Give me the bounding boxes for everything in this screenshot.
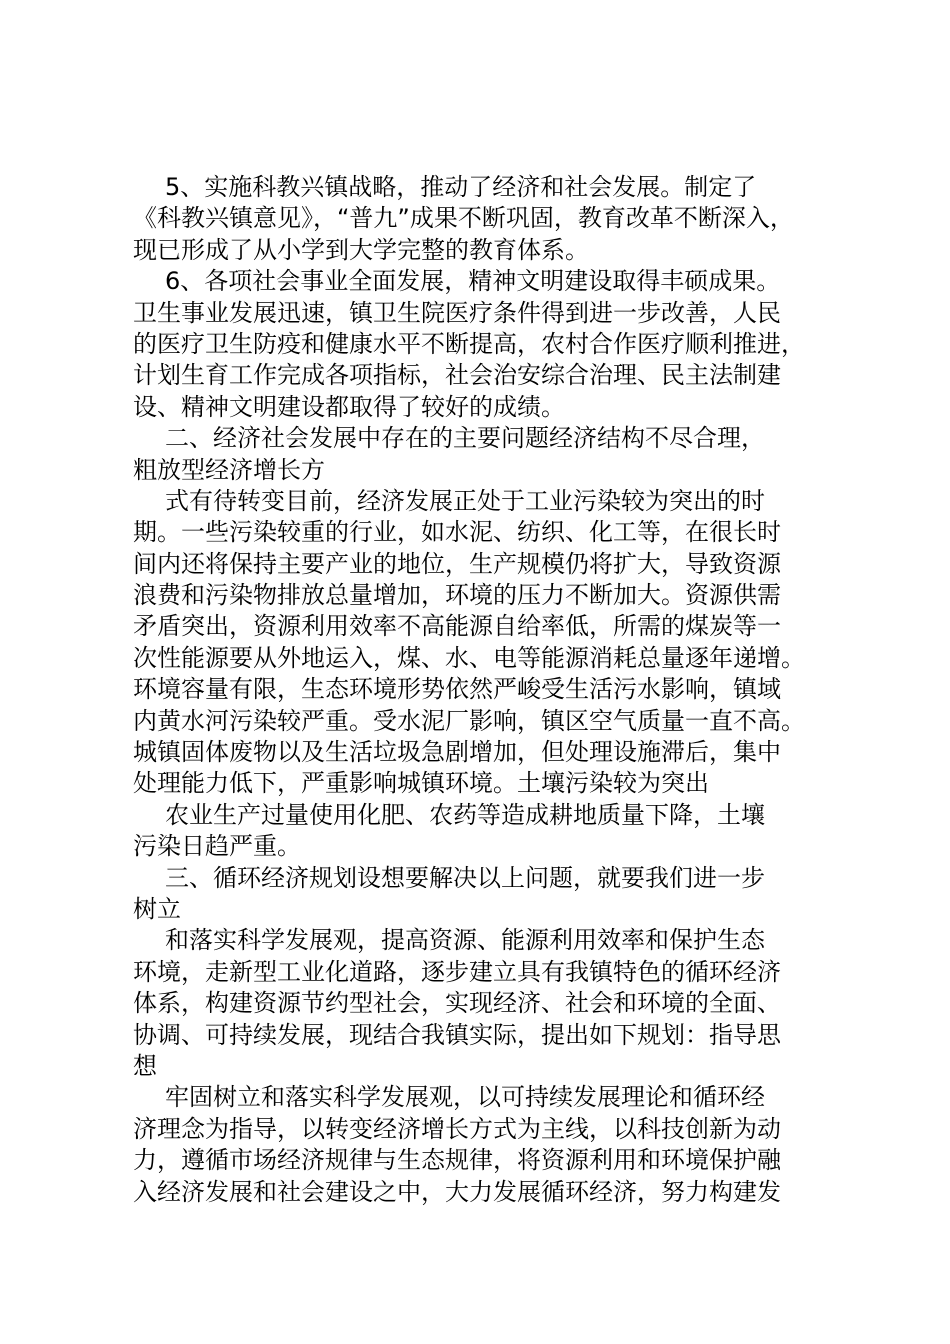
- text-line: 农业生产过量使用化肥、农药等造成耕地质量下降，土壤: [165, 800, 765, 829]
- text-line: 处理能力低下，严重影响城镇环境。土壤污染较为突出: [133, 769, 709, 798]
- text-line: 污染日趋严重。: [133, 832, 301, 861]
- text-line: 力，遵循市场经济规律与生态规律，将资源利用和环境保护融: [133, 1146, 781, 1175]
- text-line: 城镇固体废物以及生活垃圾急剧增加，但处理设施滞后，集中: [133, 738, 781, 767]
- text-line: 设、精神文明建设都取得了较好的成绩。: [133, 392, 565, 421]
- text-line: 矛盾突出，资源利用效率不高能源自给率低，所需的煤炭等一: [133, 612, 781, 641]
- text-line: 期。一些污染较重的行业，如水泥、纺织、化工等，在很长时: [133, 518, 781, 547]
- text-line: 间内还将保持主要产业的地位，生产规模仍将扩大，导致资源: [133, 549, 781, 578]
- text-line: 二、经济社会发展中存在的主要问题经济结构不尽合理，: [165, 424, 765, 453]
- text-line: 《科教兴镇意见》，“普九”成果不断巩固，教育改革不断深入，: [133, 204, 794, 233]
- text-line: 牢固树立和落实科学发展观，以可持续发展理论和循环经: [165, 1083, 765, 1112]
- text-line: 入经济发展和社会建设之中，大力发展循环经济，努力构建发: [133, 1177, 781, 1206]
- text-line: 5、实施科教兴镇战略，推动了经济和社会发展。制定了: [165, 173, 757, 201]
- text-line: 环境容量有限，生态环境形势依然严峻受生活污水影响，镇域: [133, 675, 781, 704]
- text-line: 卫生事业发展迅速，镇卫生院医疗条件得到进一步改善，人民: [133, 298, 781, 327]
- text-line: 环境，走新型工业化道路，逐步建立具有我镇特色的循环经济: [133, 957, 781, 986]
- text-line: 体系，构建资源节约型社会，实现经济、社会和环境的全面、: [133, 989, 781, 1018]
- text-line: 协调、可持续发展，现结合我镇实际，提出如下规划：指导思: [133, 1020, 781, 1049]
- text-line: 和落实科学发展观，提高资源、能源利用效率和保护生态: [165, 926, 765, 955]
- text-line: 粗放型经济增长方: [133, 455, 325, 484]
- text-line: 的医疗卫生防疫和健康水平不断提高，农村合作医疗顺利推进，: [133, 329, 805, 358]
- text-line: 树立: [133, 894, 181, 923]
- text-line: 浪费和污染物排放总量增加，环境的压力不断加大。资源供需: [133, 581, 781, 610]
- text-line: 济理念为指导，以转变经济增长方式为主线，以科技创新为动: [133, 1114, 781, 1143]
- text-line: 次性能源要从外地运入，煤、水、电等能源消耗总量逐年递增。: [133, 643, 805, 672]
- text-line: 计划生育工作完成各项指标，社会治安综合治理、民主法制建: [133, 361, 781, 390]
- document-body: [133, 172, 845, 1208]
- text-line: 三、循环经济规划设想要解决以上问题，就要我们进一步: [165, 863, 765, 892]
- text-line: 想: [133, 1051, 157, 1080]
- text-line: 式有待转变目前，经济发展正处于工业污染较为突出的时: [165, 486, 765, 515]
- text-line: 内黄水河污染较严重。受水泥厂影响，镇区空气质量一直不高。: [133, 706, 805, 735]
- text-line: 6、各项社会事业全面发展，精神文明建设取得丰硕成果。: [165, 267, 781, 296]
- text-line: 现已形成了从小学到大学完整的教育体系。: [133, 235, 589, 264]
